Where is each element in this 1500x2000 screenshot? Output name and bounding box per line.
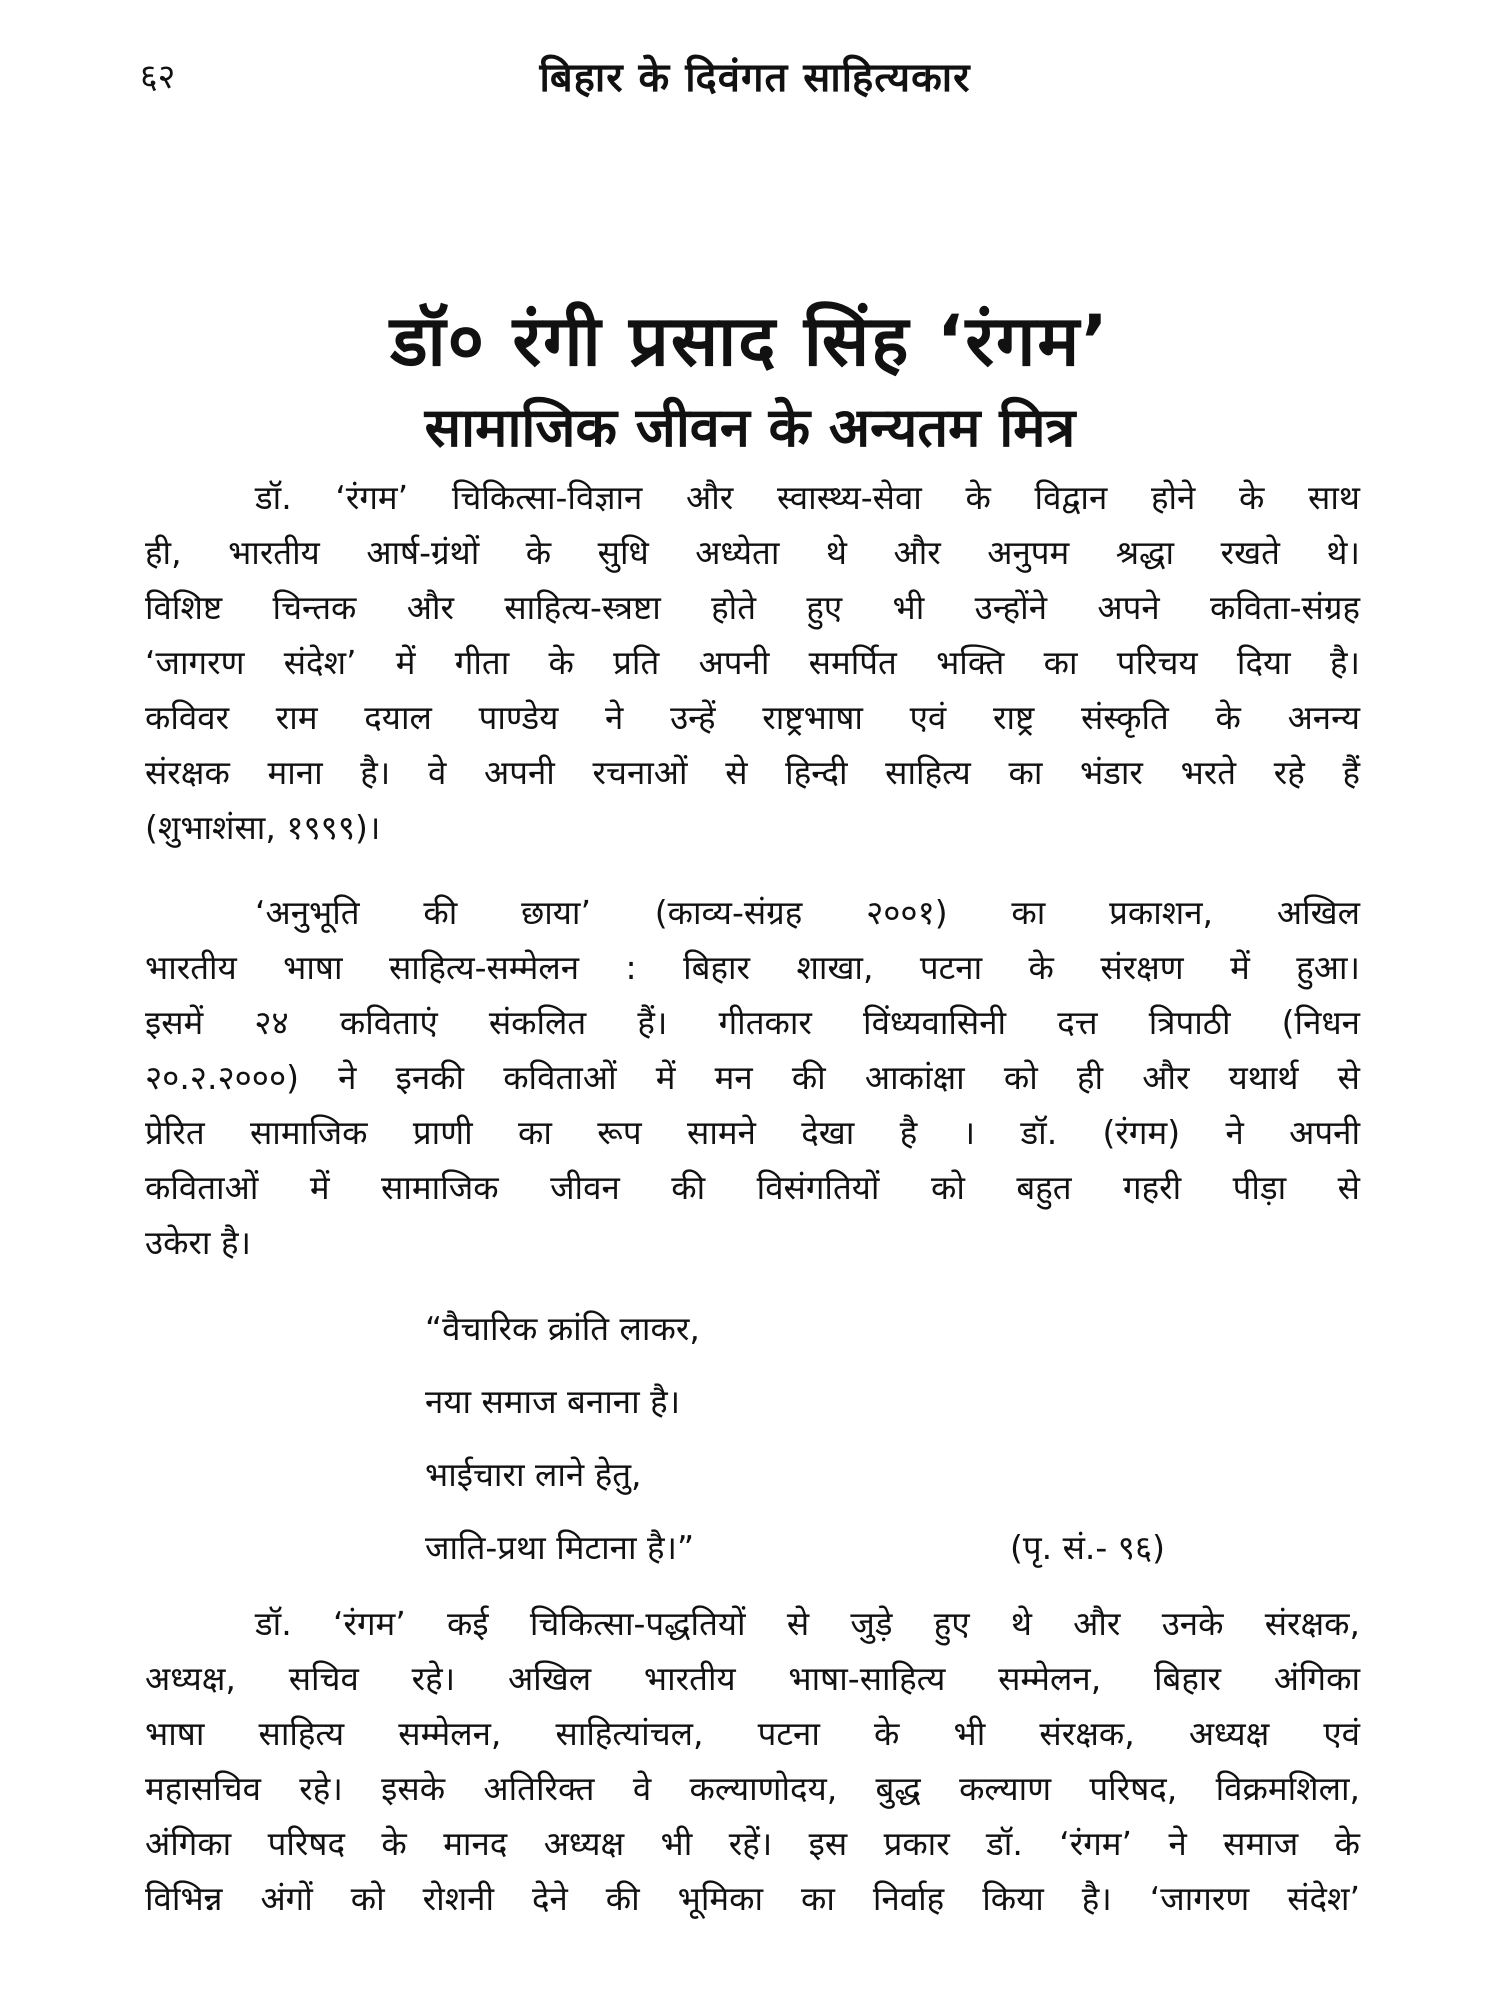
paragraph-line: अध्यक्ष, सचिव रहे। अखिल भारतीय भाषा-साहित्य सम्मेलन, बिहार अंगिका: [145, 1659, 1360, 1698]
poem-line: नया समाज बनाना है।: [425, 1382, 681, 1421]
paragraph-line: ही, भारतीय आर्ष-ग्रंथों के सुधि अध्येता थे और अनुपम श्रद्धा रखते थे।: [145, 533, 1360, 572]
paragraph-line: भारतीय भाषा साहित्य-सम्मेलन : बिहार शाखा, पटना के संरक्षण में हुआ।: [145, 948, 1360, 987]
paragraph-line: प्रेरित सामाजिक प्राणी का रूप सामने देखा है । डॉ. (रंगम) ने अपनी: [145, 1113, 1360, 1152]
poem-line: भाईचारा लाने हेतु,: [425, 1455, 642, 1494]
paragraph-line: कविवर राम दयाल पाण्डेय ने उन्हें राष्ट्रभाषा एवं राष्ट्र संस्कृति के अनन्य: [145, 698, 1360, 737]
paragraph-3: [145, 1596, 1360, 1926]
paragraph-line: ‘अनुभूति की छाया’ (काव्य-संग्रह २००१) का प्रकाशन, अखिल: [255, 893, 1360, 932]
paragraph-line: डॉ. ‘रंगम’ कई चिकित्सा-पद्धतियों से जुड़े हुए थे और उनके संरक्षक,: [255, 1604, 1360, 1643]
article-title: डॉ० रंगी प्रसाद सिंह ‘रंगम’: [390, 300, 1110, 382]
paragraph-line: विशिष्ट चिन्तक और साहित्य-स्त्रष्टा होते हुए भी उन्होंने अपने कविता-संग्रह: [145, 588, 1360, 627]
paragraph-line: कविताओं में सामाजिक जीवन की विसंगतियों को बहुत गहरी पीड़ा से: [145, 1168, 1360, 1207]
running-title: बिहार के दिवंगत साहित्यकार: [539, 55, 971, 101]
paragraph-line: २०.२.२०००) ने इनकी कविताओं में मन की आकांक्षा को ही और यथार्थ से: [145, 1058, 1360, 1097]
paragraph-1: [145, 470, 1360, 855]
paragraph-2: [145, 885, 1360, 1270]
paragraph-line: (शुभाशंसा, १९९९)।: [145, 808, 381, 847]
article-subtitle: सामाजिक जीवन के अन्यतम मित्र: [424, 396, 1076, 459]
paragraph-line: ‘जागरण संदेश’ में गीता के प्रति अपनी समर्पित भक्ति का परिचय दिया है।: [145, 643, 1360, 682]
poem-line: “वैचारिक क्रांति लाकर,: [425, 1309, 700, 1348]
page-number: ६२: [140, 57, 176, 97]
paragraph-line: उकेरा है।: [145, 1223, 251, 1262]
poem-page-reference: (पृ. सं.- ९६): [1010, 1528, 1165, 1567]
paragraph-line: इसमें २४ कविताएं संकलित हैं। गीतकार विंध्यवासिनी दत्त त्रिपाठी (निधन: [145, 1003, 1360, 1042]
paragraph-line: महासचिव रहे। इसके अतिरिक्त वे कल्याणोदय, बुद्ध कल्याण परिषद, विक्रमशिला,: [145, 1769, 1360, 1808]
paragraph-line: भाषा साहित्य सम्मेलन, साहित्यांचल, पटना के भी संरक्षक, अध्यक्ष एवं: [145, 1714, 1360, 1753]
paragraph-line: संरक्षक माना है। वे अपनी रचनाओं से हिन्दी साहित्य का भंडार भरते रहे हैं: [145, 753, 1360, 792]
page-header: [140, 48, 1370, 108]
paragraph-line: डॉ. ‘रंगम’ चिकित्सा-विज्ञान और स्वास्थ्य-सेवा के विद्वान होने के साथ: [255, 478, 1360, 517]
paragraph-line: विभिन्न अंगों को रोशनी देने की भूमिका का निर्वाह किया है। ‘जागरण संदेश’: [145, 1879, 1360, 1918]
poem-line: जाति-प्रथा मिटाना है।”: [425, 1528, 695, 1567]
paragraph-line: अंगिका परिषद के मानद अध्यक्ष भी रहें। इस प्रकार डॉ. ‘रंगम’ ने समाज के: [145, 1824, 1360, 1863]
